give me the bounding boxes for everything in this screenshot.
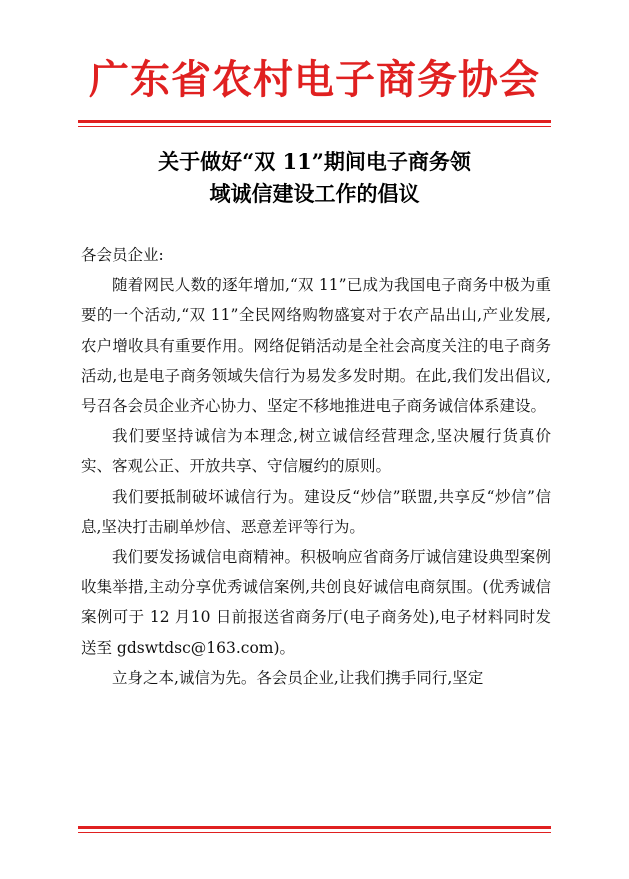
paragraph-3: 我们要抵制破坏诚信行为。建设反“炒信”联盟,共享反“炒信”信息,坚决打击刷单炒信、恶意差评等行为。 bbox=[81, 487, 551, 536]
salutation: 各会员企业: bbox=[81, 246, 164, 264]
footer-rule-thick bbox=[78, 826, 551, 829]
paragraph-4: 我们要发扬诚信电商精神。积极响应省商务厅诚信建设典型案例收集举措,主动分享优秀诚信案例,共创良好诚信电商氛围。(优秀诚信案例可于 12 月10 日前报送省商务厅(电子商务处),电子材料同时发送至 gdswtdsc@163.com)。 bbox=[81, 548, 551, 657]
document-title-line-2: 域诚信建设工作的倡议 bbox=[209, 181, 420, 206]
document-title-line-1: 关于做好“双 11”期间电子商务领 bbox=[158, 149, 471, 174]
organization-header: 广东省农村电子商务协会 bbox=[89, 56, 540, 103]
header-rule-thin bbox=[78, 126, 551, 127]
paragraph-2: 我们要坚持诚信为本理念,树立诚信经营理念,坚决履行货真价实、客观公正、开放共享、守信履约的原则。 bbox=[81, 427, 551, 476]
header-rule-thick bbox=[78, 120, 551, 123]
paragraph-1: 随着网民人数的逐年增加,“双 11”已成为我国电子商务中极为重要的一个活动,“双 11”全民网络购物盛宴对于农产品出山,产业发展,农户增收具有重要作用。网络促销活动是全社会高度关注的电子商务活动,也是电子商务领域失信行为易发多发时期。在此,我们发出倡议,号召各会员企业齐心协力、坚定不移地推进电子商务诚信体系建设。 bbox=[81, 276, 551, 416]
paragraph-5: 立身之本,诚信为先。各会员企业,让我们携手同行,坚定 bbox=[112, 668, 484, 687]
document-body bbox=[81, 240, 551, 693]
footer-rule-thin bbox=[78, 832, 551, 833]
